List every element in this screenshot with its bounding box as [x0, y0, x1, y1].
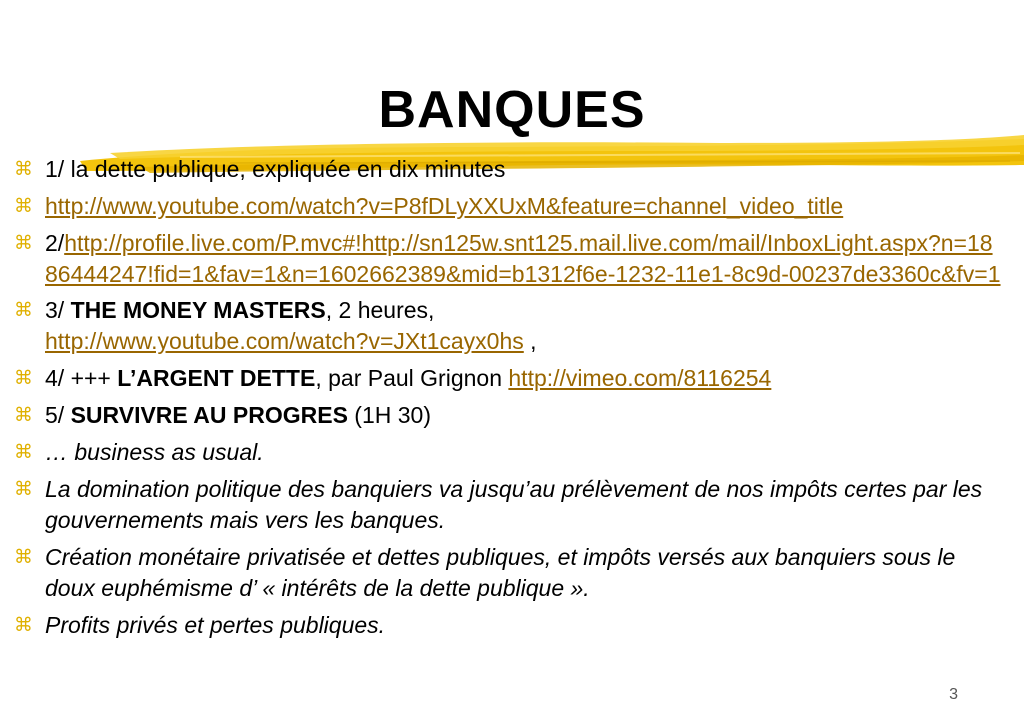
page-number: 3	[949, 686, 958, 703]
item-title: SURVIVRE AU PROGRES	[70, 402, 348, 428]
command-key-icon: ⌘	[14, 158, 33, 180]
list-item	[14, 191, 1004, 222]
item-detail: (1H 30)	[347, 402, 432, 428]
money-masters-link[interactable]: http://www.youtube.com/watch?v=JXt1cayx0hs	[45, 328, 524, 354]
item-title: L’ARGENT DETTE	[117, 365, 316, 391]
bullet-list	[14, 154, 1004, 647]
list-item	[14, 610, 1004, 641]
slide-title: BANQUES	[378, 81, 646, 139]
vimeo-link[interactable]: http://vimeo.com/8116254	[508, 365, 772, 391]
item-number: 4/ +++	[45, 365, 118, 391]
command-key-icon: ⌘	[14, 299, 33, 321]
list-item	[14, 154, 1004, 185]
item-detail: , 2 heures,	[325, 297, 435, 323]
item-title: THE MONEY MASTERS	[70, 297, 326, 323]
list-item	[14, 295, 1004, 357]
command-key-icon: ⌘	[14, 232, 33, 254]
item-detail: , par Paul Grignon	[315, 365, 509, 391]
command-key-icon: ⌘	[14, 478, 33, 500]
item-text: 1/ la dette publique, expliquée en dix minutes	[45, 156, 506, 182]
item-number: 2/	[45, 230, 65, 256]
list-item	[14, 400, 1004, 431]
item-text: La domination politique des banquiers va jusqu’au prélèvement de nos impôts certes par les gouvernements mais vers les banques.	[45, 476, 983, 533]
command-key-icon: ⌘	[14, 546, 33, 568]
list-item	[14, 363, 1004, 394]
item-text: Création monétaire privatisée et dettes publiques, et impôts versés aux banquiers sous le doux euphémisme d’ « intérêts de la dette publique ».	[45, 544, 956, 601]
live-mail-link[interactable]: http://profile.live.com/P.mvc#!http://sn125w.snt125.mail.live.com/mail/InboxLight.aspx?n=1886444247!fid=1&fav=1&n=1602662389&mid=b1312f6e-1232-11e1-8c9d-00237de3360c&fv=1	[45, 230, 1001, 287]
item-text: … business as usual.	[45, 439, 264, 465]
list-item	[14, 542, 1004, 604]
item-number: 5/	[45, 402, 71, 428]
list-item	[14, 228, 1004, 290]
item-number: 3/	[45, 297, 71, 323]
command-key-icon: ⌘	[14, 614, 33, 636]
item-suffix: ,	[523, 328, 537, 354]
command-key-icon: ⌘	[14, 367, 33, 389]
command-key-icon: ⌘	[14, 195, 33, 217]
command-key-icon: ⌘	[14, 441, 33, 463]
list-item	[14, 474, 1004, 536]
youtube-link[interactable]: http://www.youtube.com/watch?v=P8fDLyXXUxM&feature=channel_video_title	[45, 193, 844, 219]
item-text: Profits privés et pertes publiques.	[45, 612, 386, 638]
command-key-icon: ⌘	[14, 404, 33, 426]
list-item	[14, 437, 1004, 468]
